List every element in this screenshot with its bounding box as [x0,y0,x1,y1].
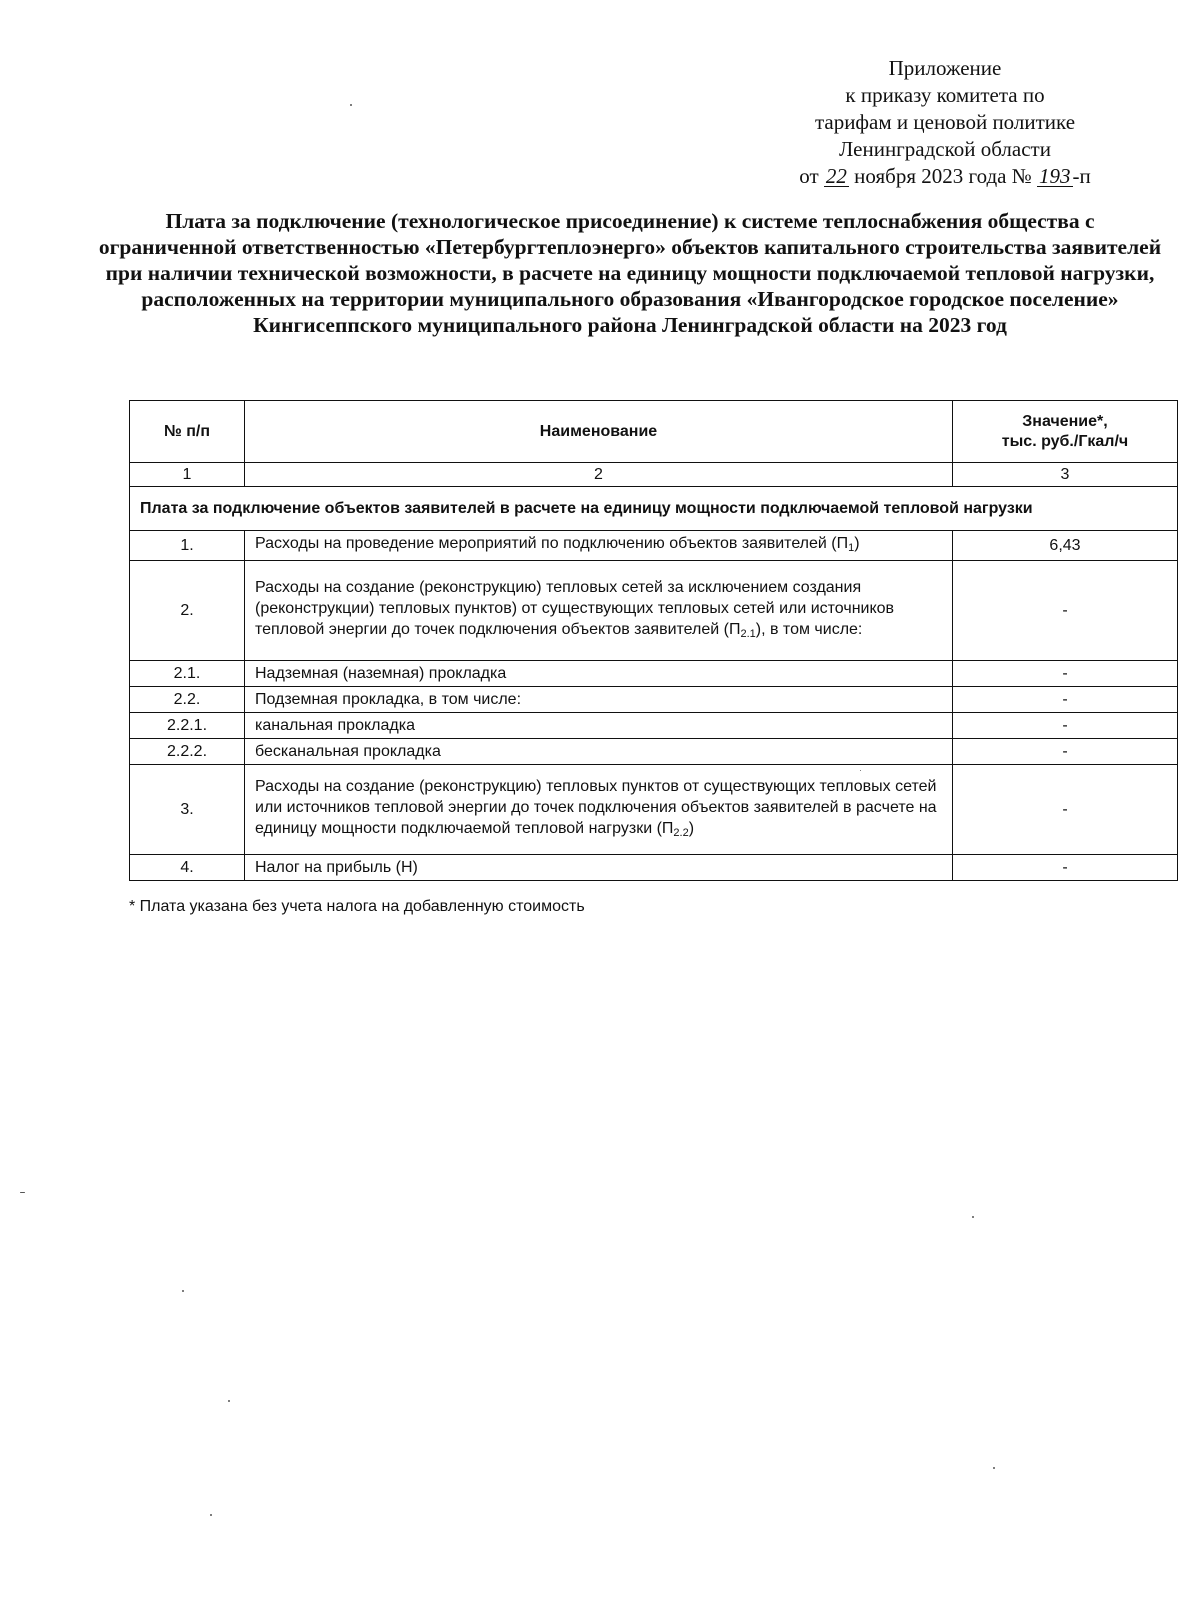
row-name-sub: 2.2 [673,826,689,839]
scan-speck [20,1192,25,1193]
table-row [130,531,1178,561]
row-num: 2. [130,561,245,661]
appendix-line-3: тарифам и ценовой политике [814,110,1076,134]
appendix-line-1: Приложение [888,56,1002,80]
row-name: бесканальная прокладка [245,739,953,765]
scan-speck [860,770,861,771]
row-num: 1. [130,531,245,561]
scan-speck [972,1216,974,1218]
table-row [130,687,1178,713]
row-num: 2.1. [130,661,245,687]
header-name: Наименование [245,401,953,463]
handwritten-number: 193 [1039,164,1071,188]
footnote [129,898,585,916]
row-num: 2.2.1. [130,713,245,739]
table-row [130,855,1178,881]
row-name [245,531,953,561]
row-name-tail: ) [854,534,860,552]
row-name: Подземная прокладка, в том числе: [245,687,953,713]
column-number-row [130,463,1178,487]
row-name-text: Расходы на создание (реконструкцию) тепловых сетей за исключением создания (реконструкции) тепловых пунктов) от существующих тепловых сетей или источников тепловой энергии до точек подключения объектов заявителей (П [255,578,895,638]
row-num: 4. [130,855,245,881]
row-value: 6,43 [953,531,1178,561]
table-row [130,765,1178,855]
appendix-line-2: к приказу комитета по [845,83,1045,107]
scan-speck [228,1400,230,1402]
appendix-header [760,55,1130,190]
document-title: Плата за подключение (технологическое присоединение) к системе теплоснабжения общества с ограниченной ответственностью «Петербургтеплоэнерго» объектов капитального строительства заявителей при наличии технической возможности, в расчете на единицу мощности подключаемой тепловой нагрузки, расположенных на территории муниципального образования «Ивангородское городское поселение» Кингисеппского муниципального района Ленинградской области на 2023 год [98,209,1162,337]
row-value: - [953,739,1178,765]
table-header-row [130,401,1178,463]
header-num: № п/п [130,401,245,463]
column-number-2: 2 [245,463,953,487]
row-name [245,765,953,855]
section-row [130,487,1178,531]
scan-speck [182,1290,184,1292]
row-value: - [953,561,1178,661]
row-name-text: Расходы на создание (реконструкцию) тепловых пунктов от существующих тепловых сетей или источников тепловой энергии до точек подключения объектов заявителей в расчете на единицу мощности подключаемой тепловой нагрузки (П [255,777,937,837]
scan-speck [993,1467,995,1469]
table-row [130,561,1178,661]
appendix-line-4: Ленинградской области [839,137,1051,161]
table-row [130,713,1178,739]
row-value: - [953,765,1178,855]
row-name: Налог на прибыль (Н) [245,855,953,881]
header-value-line-1: Значение*, [1022,412,1108,430]
row-name-tail: ) [688,819,695,837]
scan-speck [350,104,352,106]
tariff-table [129,400,1178,881]
appendix-date-line [760,163,1130,190]
date-prefix: от [799,164,819,188]
row-value: - [953,687,1178,713]
table-row [130,739,1178,765]
header-value [953,401,1178,463]
scan-speck [210,1514,212,1516]
header-value-line-2: тыс. руб./Гкал/ч [1001,432,1129,450]
column-number-3: 3 [953,463,1178,487]
section-title: Плата за подключение объектов заявителей в расчете на единицу мощности подключаемой тепловой нагрузки [130,487,1178,531]
handwritten-day: 22 [825,164,847,188]
row-num: 2.2. [130,687,245,713]
number-suffix: -п [1072,164,1091,188]
row-name-sub: 2.1 [740,627,756,640]
column-number-1: 1 [130,463,245,487]
row-value: - [953,713,1178,739]
row-name [245,561,953,661]
row-name-tail: ), в том числе: [755,620,863,638]
date-middle: ноября 2023 года № [854,164,1032,188]
row-value: - [953,661,1178,687]
row-num: 3. [130,765,245,855]
row-name: канальная прокладка [245,713,953,739]
row-name-sub: 1 [848,541,855,554]
row-name: Надземная (наземная) прокладка [245,661,953,687]
row-num: 2.2.2. [130,739,245,765]
table-row [130,661,1178,687]
footnote-text: * Плата указана без учета налога на добавленную стоимость [129,898,585,915]
row-name-text: Расходы на проведение мероприятий по подключению объектов заявителей (П [255,534,849,552]
row-value: - [953,855,1178,881]
